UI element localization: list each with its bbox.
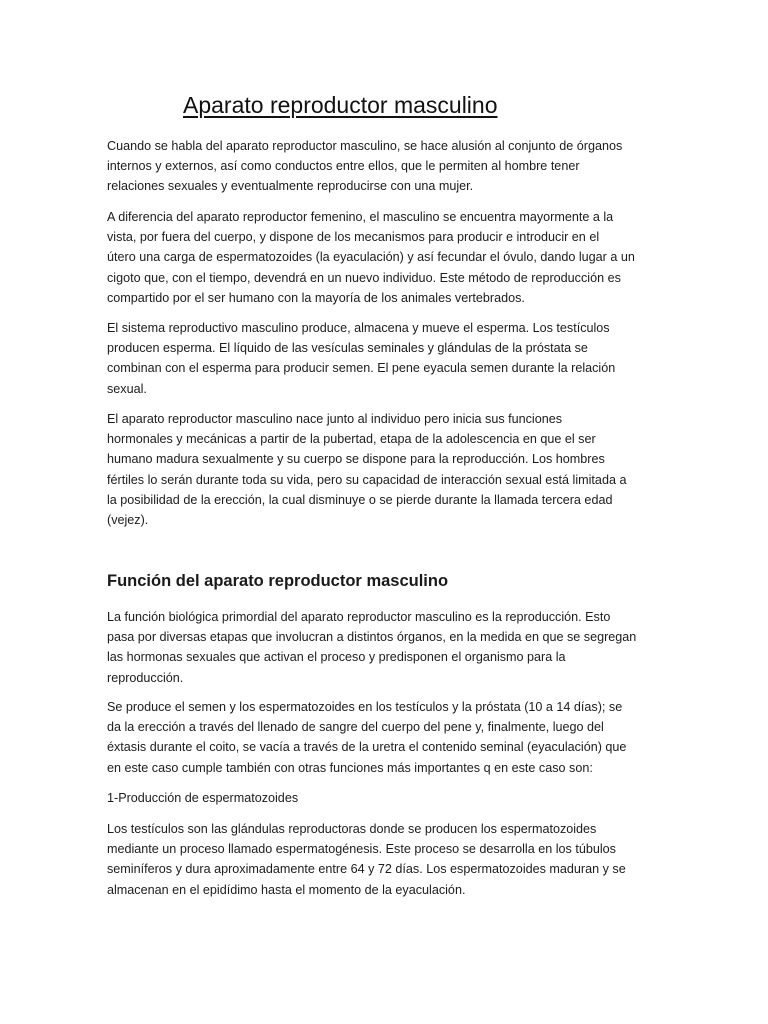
text-line: seminíferos y dura aproximadamente entre 64 y 72 días. Los espermatozoides maduran y se — [107, 862, 626, 877]
paragraph-section-2 — [107, 697, 663, 778]
text-line: pasa por diversas etapas que involucran a distintos órganos, en la medida en que se segregan — [107, 630, 637, 645]
paragraph-text — [107, 697, 663, 778]
text-line: sexual. — [107, 381, 147, 396]
text-line: útero una carga de espermatozoides (la eyaculación) y así fecundar el óvulo, dando lugar a un — [107, 250, 635, 265]
paragraph-text — [107, 409, 663, 530]
text-line: mediante un proceso llamado espermatogénesis. Este proceso se desarrolla en los túbulos — [107, 842, 616, 857]
text-line: en este caso cumple también con otras funciones más importantes q en este caso son: — [107, 760, 593, 775]
text-line: El aparato reproductor masculino nace junto al individuo pero inicia sus funciones — [107, 412, 563, 426]
text-line: éxtasis durante el coito, se vacía a través de la uretra el contenido seminal (eyaculación) que — [107, 740, 627, 755]
text-line: da la erección a través del llenado de sangre del cuerpo del pene y, finalmente, luego del — [107, 720, 604, 735]
paragraph-intro-4 — [107, 409, 663, 530]
paragraph-text — [107, 607, 663, 688]
paragraph-text — [107, 819, 663, 900]
text-line: Cuando se habla del aparato reproductor masculino, se hace alusión al conjunto de órganos — [107, 139, 623, 153]
paragraph-intro-3 — [107, 318, 663, 399]
paragraph-section-1 — [107, 607, 663, 688]
paragraph-text — [107, 136, 663, 197]
text-line: vista, por fuera del cuerpo, y dispone de los mecanismos para producir e introducir en el — [107, 230, 600, 245]
paragraph-intro-2 — [107, 207, 663, 308]
paragraph-text — [107, 788, 663, 808]
text-line: fértiles lo serán durante toda su vida, pero su capacidad de interacción sexual está limitada a — [107, 472, 627, 487]
section-heading: Función del aparato reproductor masculino — [107, 572, 449, 590]
text-line: (vejez). — [107, 513, 149, 528]
text-line: A diferencia del aparato reproductor femenino, el masculino se encuentra mayormente a la — [107, 210, 614, 224]
text-line: El sistema reproductivo masculino produce, almacena y mueve el esperma. Los testículos — [107, 321, 610, 335]
paragraph-intro-1 — [107, 136, 663, 197]
paragraph-text — [107, 207, 663, 308]
text-line: La función biológica primordial del aparato reproductor masculino es la reproducción. Esto — [107, 610, 611, 624]
paragraph-text — [107, 318, 663, 399]
text-line: combinan con el esperma para producir semen. El pene eyacula semen durante la relación — [107, 361, 616, 376]
text-line: Los testículos son las glándulas reproductoras donde se producen los espermatozoides — [107, 822, 597, 836]
text-line: las hormonas sexuales que activan el proceso y predisponen el organismo para la — [107, 650, 566, 665]
text-line: internos y externos, así como conductos entre ellos, que le permiten al hombre tener — [107, 159, 580, 174]
text-line: producen esperma. El líquido de las vesículas seminales y glándulas de la próstata se — [107, 341, 588, 356]
text-line: Se produce el semen y los espermatozoides en los testículos y la próstata (10 a 14 días); se — [107, 700, 623, 714]
text-line: la posibilidad de la erección, la cual disminuye o se pierde durante la llamada tercera edad — [107, 492, 613, 507]
text-line: 1-Producción de espermatozoides — [107, 791, 299, 805]
text-line: cigoto que, con el tiempo, devendrá en un nuevo individuo. Este método de reproducción es — [107, 270, 621, 285]
page-title: Aparato reproductor masculino — [183, 92, 498, 118]
text-line: relaciones sexuales y eventualmente reproducirse con una mujer. — [107, 179, 474, 194]
paragraph-section-3 — [107, 788, 663, 808]
text-line: reproducción. — [107, 670, 184, 685]
text-line: hormonales y mecánicas a partir de la pubertad, etapa de la adolescencia en que el ser — [107, 432, 596, 447]
text-line: compartido por el ser humano con la mayoría de los animales vertebrados. — [107, 290, 525, 305]
text-line: humano madura sexualmente y su cuerpo se dispone para la reproducción. Los hombres — [107, 452, 605, 467]
text-line: almacenan en el epidídimo hasta el momento de la eyaculación. — [107, 882, 466, 897]
paragraph-section-4 — [107, 819, 663, 900]
